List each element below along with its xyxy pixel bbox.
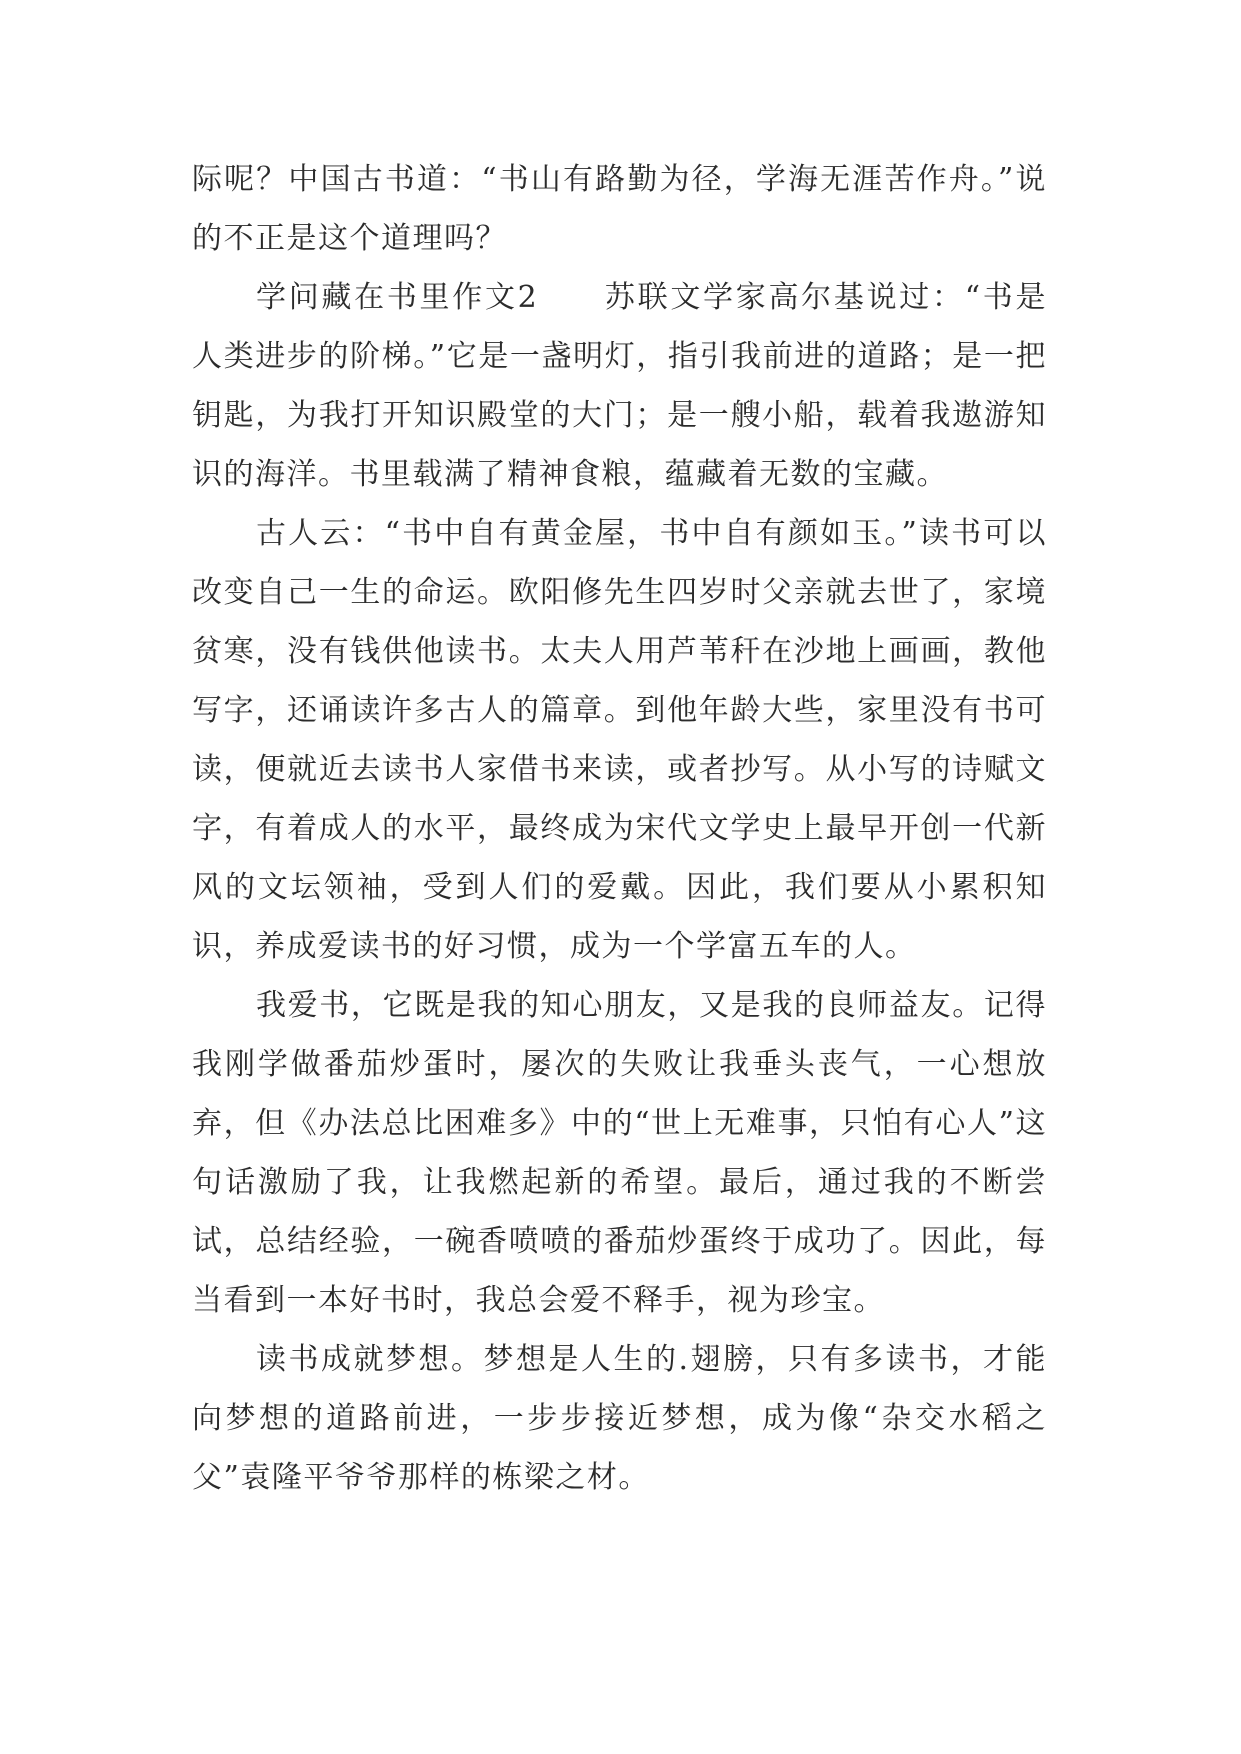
document-body bbox=[192, 150, 1047, 1507]
paragraph-4: 我爱书，它既是我的知心朋友，又是我的良师益友。记得我刚学做番茄炒蛋时，屡次的失败让我垂头丧气，一心想放弃，但《办法总比困难多》中的“世上无难事，只怕有心人”这句话激励了我，让我燃起新的希望。最后，通过我的不断尝试，总结经验，一碗香喷喷的番茄炒蛋终于成功了。因此，每当看到一本好书时，我总会爱不释手，视为珍宝。 bbox=[192, 988, 1047, 1318]
paragraph-2: 学问藏在书里作文2 苏联文学家高尔基说过：“书是人类进步的阶梯。”它是一盏明灯，指引我前进的道路；是一把钥匙，为我打开知识殿堂的大门；是一艘小船，载着我遨游知识的海洋。书里载满了精神食粮，蕴藏着无数的宝藏。 bbox=[192, 280, 1047, 492]
paragraph-1: 际呢？中国古书道：“书山有路勤为径，学海无涯苦作舟。”说的不正是这个道理吗？ bbox=[192, 162, 1047, 256]
paragraph-5: 读书成就梦想。梦想是人生的.翅膀，只有多读书，才能向梦想的道路前进，一步步接近梦想，成为像“杂交水稻之父”袁隆平爷爷那样的栋梁之材。 bbox=[192, 1342, 1047, 1495]
paragraph-3: 古人云：“书中自有黄金屋，书中自有颜如玉。”读书可以改变自己一生的命运。欧阳修先生四岁时父亲就去世了，家境贫寒，没有钱供他读书。太夫人用芦苇秆在沙地上画画，教他写字，还诵读许多古人的篇章。到他年龄大些，家里没有书可读，便就近去读书人家借书来读，或者抄写。从小写的诗赋文字，有着成人的水平，最终成为宋代文学史上最早开创一代新风的文坛领袖，受到人们的爱戴。因此，我们要从小累积知识，养成爱读书的好习惯，成为一个学富五车的人。 bbox=[192, 516, 1047, 964]
